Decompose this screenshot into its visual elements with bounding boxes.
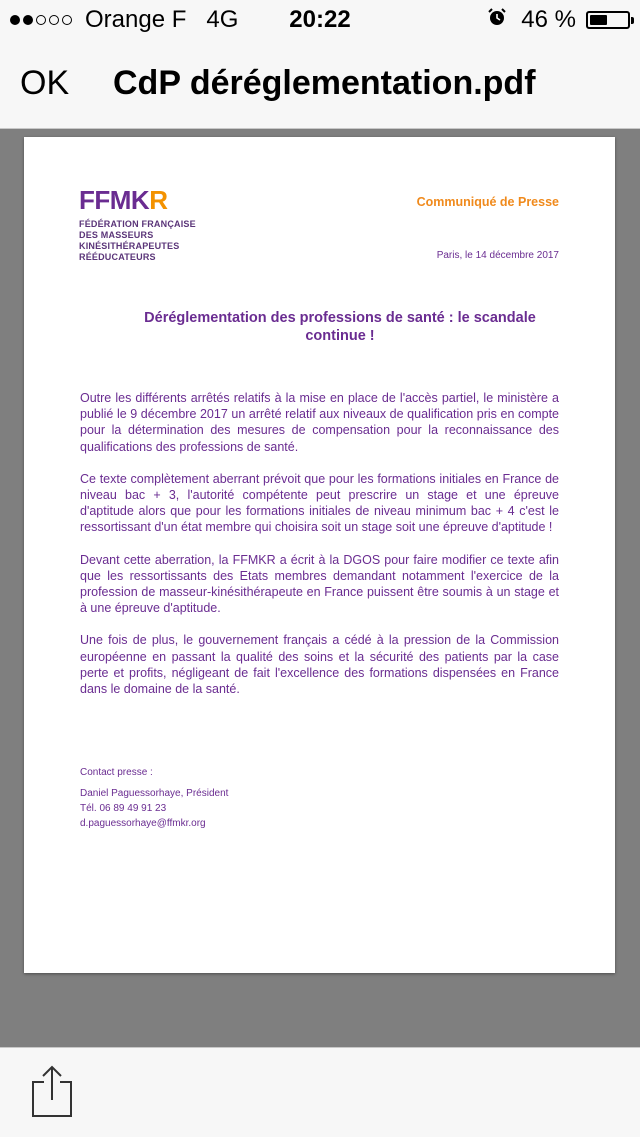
document-body: [80, 390, 559, 713]
status-bar: [0, 0, 640, 40]
contact-name: Daniel Paguessorhaye, Président: [80, 788, 229, 799]
ffmkr-logo: [79, 187, 196, 263]
body-paragraph: Devant cette aberration, la FFMKR a écrit à la DGOS pour faire modifier ce texte afin que les ressortissants des Etats membres demandant notamment l'exercice de la profession de masseur-kinésithérapeute en France puissent être soumis à un stage et à une épreuve d'aptitude.: [80, 552, 559, 616]
contact-phone: Tél. 06 89 49 91 23: [80, 803, 167, 814]
signal-dot: [23, 15, 33, 25]
carrier-name: Orange F: [85, 6, 187, 33]
document-date: Paris, le 14 décembre 2017: [436, 250, 559, 261]
signal-dot: [49, 15, 59, 25]
logo-mark-orange: R: [149, 185, 168, 215]
contact-email: d.paguessorhaye@ffmkr.org: [80, 818, 206, 829]
signal-dot: [10, 15, 20, 25]
signal-dot: [62, 15, 72, 25]
pdf-page: [24, 137, 615, 973]
body-paragraph: Outre les différents arrêtés relatifs à la mise en place de l'accès partiel, le ministère a publié le 9 décembre 2017 un arrêté relatif aux niveaux de qualification pris en compte pour la détermination des mesures de compensation pour la reconnaissance des qualifications des professions de santé.: [80, 391, 559, 454]
logo-line: DES MASSEURS: [79, 230, 154, 240]
document-headline: Déréglementation des professions de santé : le scandale continue !: [144, 310, 536, 344]
signal-dots-icon: [10, 15, 75, 25]
logo-line: FÉDÉRATION FRANÇAISE: [79, 219, 196, 229]
signal-dot: [36, 15, 46, 25]
logo-line: RÉÉDUCATEURS: [79, 252, 156, 262]
navigation-bar: [0, 40, 640, 129]
logo-mark-purple: FFMK: [79, 185, 150, 215]
contact-label: Contact presse :: [80, 767, 153, 778]
bottom-toolbar: [0, 1047, 640, 1137]
logo-line: KINÉSITHÉRAPEUTES: [79, 241, 180, 251]
logo-text: [79, 219, 196, 263]
clock: 20:22: [289, 6, 351, 33]
status-right: [487, 6, 630, 34]
status-left: [10, 6, 238, 34]
network-type: 4G: [206, 6, 239, 33]
share-icon: [28, 1064, 76, 1120]
press-release-label: Communiqué de Presse: [416, 195, 559, 209]
body-paragraph: Ce texte complètement aberrant prévoit que pour les formations initiales en France de niveau bac + 3, l'autorité compétente peut prescrire un stage et une épreuve d'aptitude alors que pour les formations initiales de niveau minimum bac + 4 c'est le ressortissant d'un état membre qui choisira soit un stage soit une épreuve d'aptitude !: [80, 471, 559, 535]
battery-percent: 46 %: [521, 6, 576, 33]
press-contact: [80, 765, 228, 831]
alarm-clock-icon: [487, 6, 507, 34]
logo-mark: [79, 187, 196, 213]
share-button[interactable]: [28, 1064, 76, 1120]
battery-nub: [631, 17, 634, 24]
pdf-viewer[interactable]: [0, 129, 640, 1047]
ok-button[interactable]: OK: [20, 64, 70, 102]
body-paragraph: Une fois de plus, le gouvernement français a cédé à la pression de la Commission européenne en passant la qualité des soins et la sécurité des patients par la case perte et profits, négligeant de fait l'excellence des formations dispensées en France dans le domaine de la santé.: [80, 633, 559, 697]
document-title: CdP déréglementation.pdf: [113, 64, 536, 102]
battery-icon: [586, 11, 630, 29]
battery-fill: [590, 15, 607, 25]
